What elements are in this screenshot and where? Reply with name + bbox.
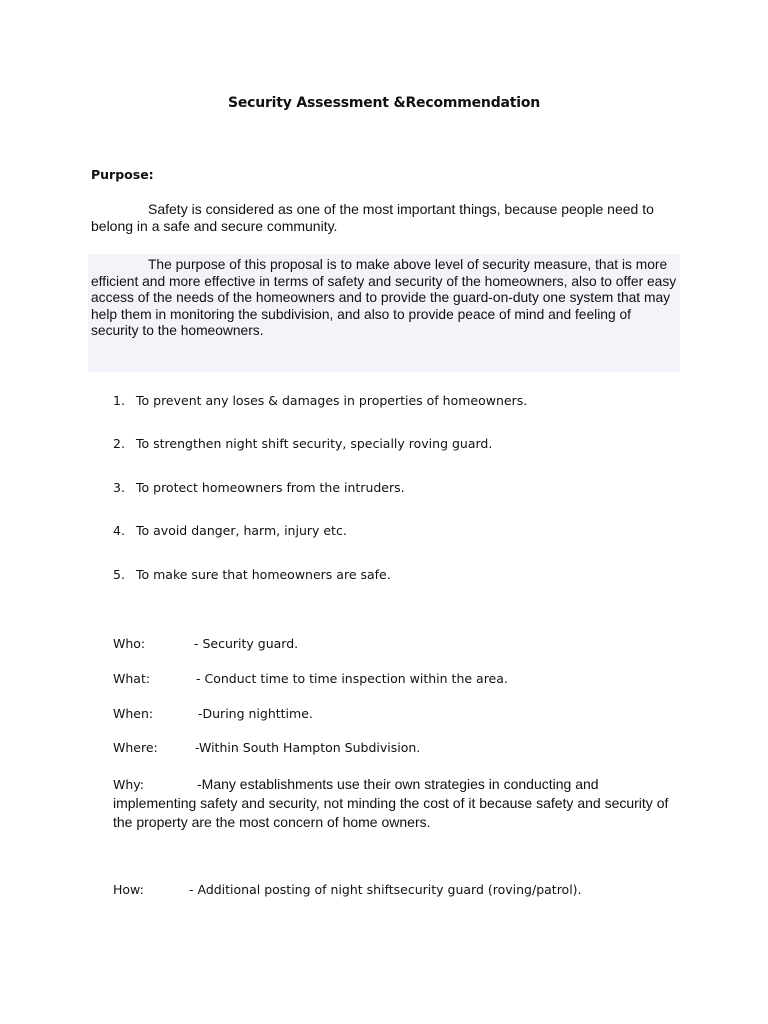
where-value: -Within South Hampton Subdivision. bbox=[195, 740, 421, 755]
purpose-paragraph-1 bbox=[91, 201, 671, 235]
list-text: To strengthen night shift security, specially roving guard. bbox=[136, 436, 493, 451]
who-label: Who: bbox=[113, 636, 146, 651]
list-number: 5. bbox=[113, 567, 125, 582]
how-value: - Additional posting of night shiftsecurity guard (roving/patrol). bbox=[189, 882, 582, 897]
objective-list-item bbox=[113, 567, 391, 582]
objective-list-item bbox=[113, 393, 527, 408]
when-label: When: bbox=[113, 706, 154, 721]
who-value: - Security guard. bbox=[194, 636, 299, 651]
objective-list-item bbox=[113, 436, 492, 451]
who-row bbox=[113, 636, 298, 651]
purpose-paragraph-2: The purpose of this proposal is to make above level of security measure, that is more efficient and more effective in terms of safety and security of the homeowners, also to offer easy access of the needs of the homeowners and to provide the guard-on-duty one system that may help them in monitoring the subdivision, and also to provide peace of mind and feeling of security to the homeowners. bbox=[91, 257, 677, 339]
purpose-paragraph-1-text: Safety is considered as one of the most important things, because people need to belong in a safe and secure community. bbox=[91, 201, 654, 234]
objective-list-item bbox=[113, 523, 347, 538]
where-label: Where: bbox=[113, 740, 158, 755]
list-number: 3. bbox=[113, 480, 125, 495]
objective-list-item bbox=[113, 480, 405, 495]
purpose-label: Purpose: bbox=[91, 167, 154, 182]
why-row bbox=[113, 775, 683, 832]
list-text: To avoid danger, harm, injury etc. bbox=[136, 523, 347, 538]
list-number: 1. bbox=[113, 393, 125, 408]
when-value: -During nighttime. bbox=[198, 706, 313, 721]
where-row bbox=[113, 740, 420, 755]
why-label: Why: bbox=[113, 777, 144, 792]
what-row bbox=[113, 671, 508, 686]
when-row bbox=[113, 706, 313, 721]
how-label: How: bbox=[113, 882, 144, 897]
what-label: What: bbox=[113, 671, 151, 686]
list-text: To prevent any loses & damages in properties of homeowners. bbox=[136, 393, 528, 408]
list-text: To protect homeowners from the intruders. bbox=[136, 480, 405, 495]
what-value: - Conduct time to time inspection within the area. bbox=[196, 671, 508, 686]
list-number: 2. bbox=[113, 436, 125, 451]
list-number: 4. bbox=[113, 523, 125, 538]
why-value: -Many establishments use their own strategies in conducting and implementing safety and security, not minding the cost of it because safety and security of the property are the most concern of home owners. bbox=[113, 776, 669, 830]
list-text: To make sure that homeowners are safe. bbox=[136, 567, 391, 582]
document-title: Security Assessment &Recommendation bbox=[227, 95, 541, 111]
how-row bbox=[113, 882, 582, 897]
